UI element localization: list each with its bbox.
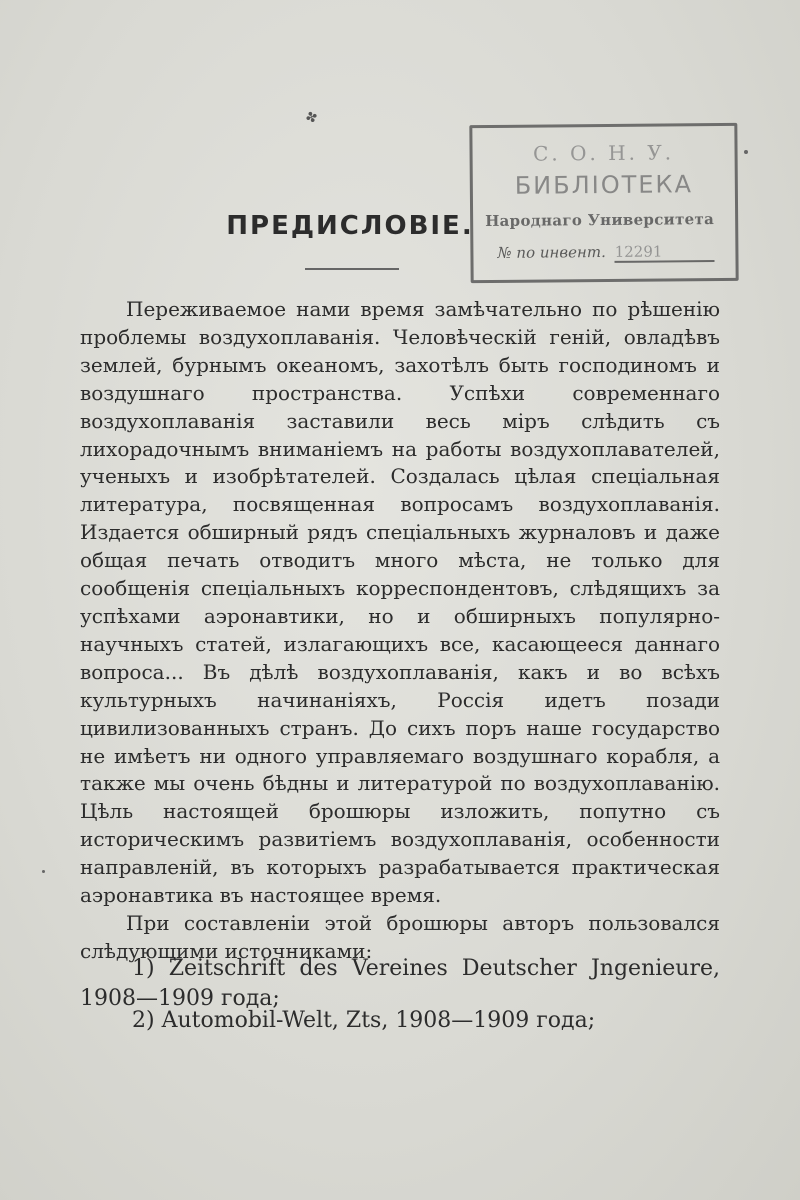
paragraph-1: Переживаемое нами время замѣчательно по рѣшенію проблемы воздухоплаванія. Человѣческій геній, овладѣвъ землей, бурнымъ океаномъ, захотѣлъ быть господиномъ и воздушнаго пространства. Успѣхи современнаго воздухоплаванія заставили весь міръ слѣдить съ лихорадочнымъ вниманіемъ на работы воздухоплавателей, ученыхъ и изобрѣтателей. Создалась цѣлая спеціальная литература, посвященная вопросамъ воздухоплаванія. Издается обширный рядъ спеціальныхъ журналовъ и даже общая печать отводитъ много мѣста, не только для сообщенія спеціальныхъ корреспондентовъ, слѣдящихъ за успѣхами аэронавтики, но и обширныхъ популярно-научныхъ статей, излагающихъ все, касающееся даннаго вопроса... Въ дѣлѣ воздухоплаванія, какъ и во всѣхъ культурныхъ начинаніяхъ, Россія идетъ позади цивилизованныхъ странъ. До сихъ поръ наше государство не имѣетъ ни одного управляемаго воздушнаго корабля, а также мы очень бѣдны и литературой по воздухоплаванію. Цѣль настоящей брошюры изложить, попутно съ историческимъ развитіемъ воздухоплаванія, особенности направленій, въ которыхъ разрабатывается практическая аэронавтика въ настоящее время. <box>80 297 720 908</box>
reference-item-2: 2) Automobil-Welt, Zts, 1908—1909 года; <box>132 1008 596 1033</box>
printer-ornament-icon: ✤ <box>303 108 321 128</box>
page-heading: ПРЕДИСЛОВIЕ. <box>226 211 474 241</box>
paper-speck <box>42 870 45 873</box>
reference-item-1: 1) Zeitschrift des Vereines Deutscher Jngenieure, 1908—1909 года; <box>80 956 720 1011</box>
heading-underline <box>305 268 399 270</box>
stamp-inventory-number: 12291 <box>615 242 715 263</box>
library-stamp <box>469 123 738 283</box>
body-text <box>80 296 720 966</box>
paragraph-2: При составленіи этой брошюры авторъ пользовался слѣдующими источниками: <box>80 910 720 963</box>
stamp-abbreviation: С. О. Н. У. <box>532 140 675 166</box>
stamp-university-label: Народнаго Университета <box>485 210 715 231</box>
paper-speck <box>744 150 748 154</box>
stamp-library-label: БИБЛIОТЕКА <box>514 170 694 200</box>
stamp-inventory-label: № по инвент. <box>497 242 606 262</box>
stamp-inventory-line <box>497 242 714 264</box>
